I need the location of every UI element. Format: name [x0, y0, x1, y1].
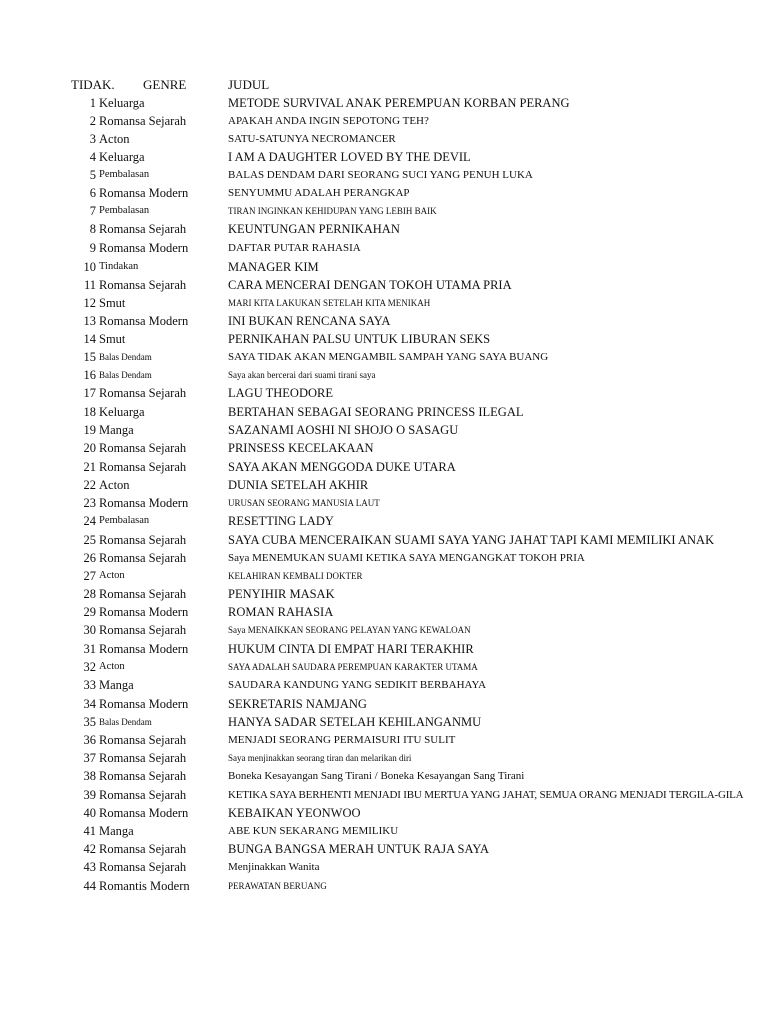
row-number: 32: [83, 660, 96, 674]
row-number: 8: [89, 222, 96, 236]
table-row: [0, 294, 768, 312]
table-row: [0, 258, 768, 276]
table-row: [0, 366, 768, 384]
row-title: Saya menjinakkan seorang tiran dan melarikan diri: [228, 753, 412, 763]
row-title: SAYA TIDAK AKAN MENGAMBIL SAMPAH YANG SAYA BUANG: [228, 351, 549, 363]
row-number: 9: [89, 241, 96, 255]
row-genre: Romansa Sejarah: [99, 533, 187, 547]
row-genre: Romansa Modern: [99, 186, 189, 200]
row-genre: Romansa Modern: [99, 605, 189, 619]
row-genre: Romansa Sejarah: [99, 441, 187, 455]
table-row: [0, 312, 768, 330]
row-number: 2: [89, 114, 96, 128]
row-number: 23: [83, 496, 96, 510]
row-genre: Romansa Sejarah: [99, 460, 187, 474]
row-genre: Acton: [99, 478, 130, 492]
row-number: 12: [83, 296, 96, 310]
row-number: 11: [83, 278, 96, 292]
table-row: [0, 603, 768, 621]
row-number: 6: [89, 186, 96, 200]
row-number: 44: [83, 879, 96, 893]
row-title: SAUDARA KANDUNG YANG SEDIKIT BERBAHAYA: [228, 679, 487, 691]
row-genre: Romansa Sejarah: [99, 788, 187, 802]
table-row: [0, 384, 768, 402]
row-genre: Keluarga: [99, 96, 145, 110]
row-number: 30: [83, 623, 96, 637]
table-row: [0, 731, 768, 749]
row-number: 1: [89, 96, 96, 110]
row-title: URUSAN SEORANG MANUSIA LAUT: [228, 498, 380, 508]
header-no: TIDAK.: [71, 77, 115, 92]
row-genre: Romansa Sejarah: [99, 278, 187, 292]
row-number: 13: [83, 314, 96, 328]
row-genre: Keluarga: [99, 150, 145, 164]
row-number: 25: [83, 533, 96, 547]
row-number: 31: [83, 642, 96, 656]
row-title: KELAHIRAN KEMBALI DOKTER: [228, 571, 363, 581]
row-title: BERTAHAN SEBAGAI SEORANG PRINCESS ILEGAL: [228, 405, 524, 419]
table-row: [0, 840, 768, 858]
row-genre: Pembalasan: [99, 515, 150, 526]
row-title: MANAGER KIM: [228, 260, 319, 274]
row-title: DAFTAR PUTAR RAHASIA: [228, 242, 361, 254]
row-title: TIRAN INGINKAN KEHIDUPAN YANG LEBIH BAIK: [228, 206, 437, 216]
table-row: [0, 202, 768, 220]
row-number: 10: [83, 260, 96, 274]
row-title: METODE SURVIVAL ANAK PEREMPUAN KORBAN PERANG: [228, 96, 570, 110]
row-number: 33: [83, 678, 96, 692]
row-title: KEUNTUNGAN PERNIKAHAN: [228, 222, 400, 236]
row-title: Saya akan bercerai dari suami tirani saya: [228, 370, 376, 380]
row-number: 26: [83, 551, 96, 565]
row-genre: Tindakan: [99, 261, 139, 272]
row-number: 7: [89, 204, 96, 218]
table-row: [0, 403, 768, 421]
table-row: [0, 749, 768, 767]
row-genre: Acton: [99, 570, 125, 581]
row-genre: Balas Dendam: [99, 352, 152, 362]
row-title: LAGU THEODORE: [228, 386, 333, 400]
row-genre: Romansa Modern: [99, 697, 189, 711]
table-row: [0, 458, 768, 476]
row-number: 27: [83, 569, 96, 583]
table-row: [0, 695, 768, 713]
row-title: KEBAIKAN YEONWOO: [228, 806, 361, 820]
table-row: [0, 494, 768, 512]
row-number: 34: [83, 697, 96, 711]
row-title: APAKAH ANDA INGIN SEPOTONG TEH?: [228, 115, 429, 127]
row-genre: Romansa Sejarah: [99, 623, 187, 637]
row-genre: Keluarga: [99, 405, 145, 419]
row-title: SENYUMMU ADALAH PERANGKAP: [228, 187, 410, 199]
row-title: Menjinakkan Wanita: [228, 861, 320, 873]
row-genre: Manga: [99, 824, 134, 838]
row-title: Boneka Kesayangan Sang Tirani / Boneka Kesayangan Sang Tirani: [228, 770, 525, 782]
row-genre: Balas Dendam: [99, 717, 152, 727]
row-number: 39: [83, 788, 96, 802]
row-title: HANYA SADAR SETELAH KEHILANGANMU: [228, 715, 482, 729]
row-title: KETIKA SAYA BERHENTI MENJADI IBU MERTUA YANG JAHAT, SEMUA ORANG MENJADI TERGILA-GILA: [228, 789, 744, 801]
table-row: [0, 348, 768, 366]
row-genre: Balas Dendam: [99, 370, 152, 380]
row-number: 17: [83, 386, 96, 400]
row-genre: Acton: [99, 132, 130, 146]
row-genre: Romansa Sejarah: [99, 733, 187, 747]
row-title: PENYIHIR MASAK: [228, 587, 335, 601]
table-row: [0, 567, 768, 585]
table-row: [0, 184, 768, 202]
row-number: 28: [83, 587, 96, 601]
row-number: 5: [89, 168, 96, 182]
row-genre: Smut: [99, 332, 126, 346]
row-number: 20: [83, 441, 96, 455]
row-number: 16: [83, 368, 96, 382]
row-number: 4: [89, 150, 96, 164]
row-genre: Romansa Sejarah: [99, 551, 187, 565]
header-genre: GENRE: [143, 77, 187, 92]
row-title: ROMAN RAHASIA: [228, 605, 334, 619]
row-title: DUNIA SETELAH AKHIR: [228, 478, 369, 492]
row-genre: Smut: [99, 296, 126, 310]
table-row: [0, 220, 768, 238]
table-row: [0, 858, 768, 876]
row-number: 41: [83, 824, 96, 838]
row-title: SEKRETARIS NAMJANG: [228, 697, 367, 711]
row-title: BALAS DENDAM DARI SEORANG SUCI YANG PENUH LUKA: [228, 169, 533, 181]
row-number: 29: [83, 605, 96, 619]
row-number: 22: [83, 478, 96, 492]
row-title: I AM A DAUGHTER LOVED BY THE DEVIL: [228, 150, 471, 164]
table-row: [0, 531, 768, 549]
row-title: PERAWATAN BERUANG: [228, 881, 327, 891]
table-row: [0, 877, 768, 895]
table-row: [0, 676, 768, 694]
table-row: [0, 585, 768, 603]
row-genre: Romansa Modern: [99, 241, 189, 255]
row-title: CARA MENCERAI DENGAN TOKOH UTAMA PRIA: [228, 278, 512, 292]
row-title: SAYA CUBA MENCERAIKAN SUAMI SAYA YANG JAHAT TAPI KAMI MEMILIKI ANAK: [228, 533, 715, 547]
row-genre: Acton: [99, 661, 125, 672]
row-title: RESETTING LADY: [228, 514, 334, 528]
table-row: [0, 804, 768, 822]
header-title: JUDUL: [228, 77, 270, 92]
row-title: MENJADI SEORANG PERMAISURI ITU SULIT: [228, 734, 456, 746]
row-number: 40: [83, 806, 96, 820]
row-title: MARI KITA LAKUKAN SETELAH KITA MENIKAH: [228, 298, 431, 308]
row-title: SAZANAMI AOSHI NI SHOJO O SASAGU: [228, 423, 459, 437]
row-title: SAYA ADALAH SAUDARA PEREMPUAN KARAKTER UTAMA: [228, 662, 478, 672]
row-genre: Romansa Modern: [99, 496, 189, 510]
row-title: SAYA AKAN MENGGODA DUKE UTARA: [228, 460, 456, 474]
row-number: 19: [83, 423, 96, 437]
row-genre: Pembalasan: [99, 205, 150, 216]
table-row: [0, 512, 768, 530]
row-number: 3: [89, 132, 96, 146]
row-title: INI BUKAN RENCANA SAYA: [228, 314, 391, 328]
table-row: [0, 767, 768, 785]
row-genre: Romansa Modern: [99, 642, 189, 656]
table-row: [0, 640, 768, 658]
row-number: 38: [83, 769, 96, 783]
row-title: ABE KUN SEKARANG MEMILIKU: [228, 825, 399, 837]
table-row: [0, 421, 768, 439]
row-number: 15: [83, 350, 96, 364]
row-genre: Manga: [99, 678, 134, 692]
row-title: SATU-SATUNYA NECROMANCER: [228, 133, 396, 145]
table-row: [0, 439, 768, 457]
row-genre: Pembalasan: [99, 169, 150, 180]
table-row: [0, 112, 768, 130]
row-genre: Romansa Sejarah: [99, 860, 187, 874]
row-title: BUNGA BANGSA MERAH UNTUK RAJA SAYA: [228, 842, 490, 856]
row-number: 21: [83, 460, 96, 474]
table-row: [0, 166, 768, 184]
row-title: Saya MENEMUKAN SUAMI KETIKA SAYA MENGANGKAT TOKOH PRIA: [228, 552, 585, 564]
row-number: 42: [83, 842, 96, 856]
row-title: Saya MENAIKKAN SEORANG PELAYAN YANG KEWALOAN: [228, 625, 471, 635]
table-row: [0, 786, 768, 804]
row-genre: Romansa Sejarah: [99, 769, 187, 783]
row-number: 36: [83, 733, 96, 747]
row-genre: Romansa Sejarah: [99, 386, 187, 400]
row-genre: Romansa Sejarah: [99, 114, 187, 128]
table-row: [0, 822, 768, 840]
row-number: 14: [83, 332, 96, 346]
table-row: [0, 239, 768, 257]
row-genre: Romansa Sejarah: [99, 842, 187, 856]
row-number: 18: [83, 405, 96, 419]
table-row: [0, 658, 768, 676]
table-row: [0, 330, 768, 348]
row-genre: Romansa Sejarah: [99, 587, 187, 601]
table-row: [0, 549, 768, 567]
row-number: 24: [83, 514, 96, 528]
table-row: [0, 148, 768, 166]
row-number: 43: [83, 860, 96, 874]
table-row: [0, 713, 768, 731]
row-title: PRINSESS KECELAKAAN: [228, 441, 374, 455]
row-title: HUKUM CINTA DI EMPAT HARI TERAKHIR: [228, 642, 474, 656]
row-number: 37: [83, 751, 96, 765]
row-genre: Romansa Modern: [99, 806, 189, 820]
table-row: [0, 276, 768, 294]
table-row: [0, 476, 768, 494]
row-genre: Romansa Modern: [99, 314, 189, 328]
table-row: [0, 621, 768, 639]
table-row: [0, 94, 768, 112]
table-row: [0, 130, 768, 148]
row-genre: Romantis Modern: [99, 879, 190, 893]
row-genre: Romansa Sejarah: [99, 751, 187, 765]
row-title: PERNIKAHAN PALSU UNTUK LIBURAN SEKS: [228, 332, 491, 346]
row-genre: Manga: [99, 423, 134, 437]
row-genre: Romansa Sejarah: [99, 222, 187, 236]
row-number: 35: [83, 715, 96, 729]
